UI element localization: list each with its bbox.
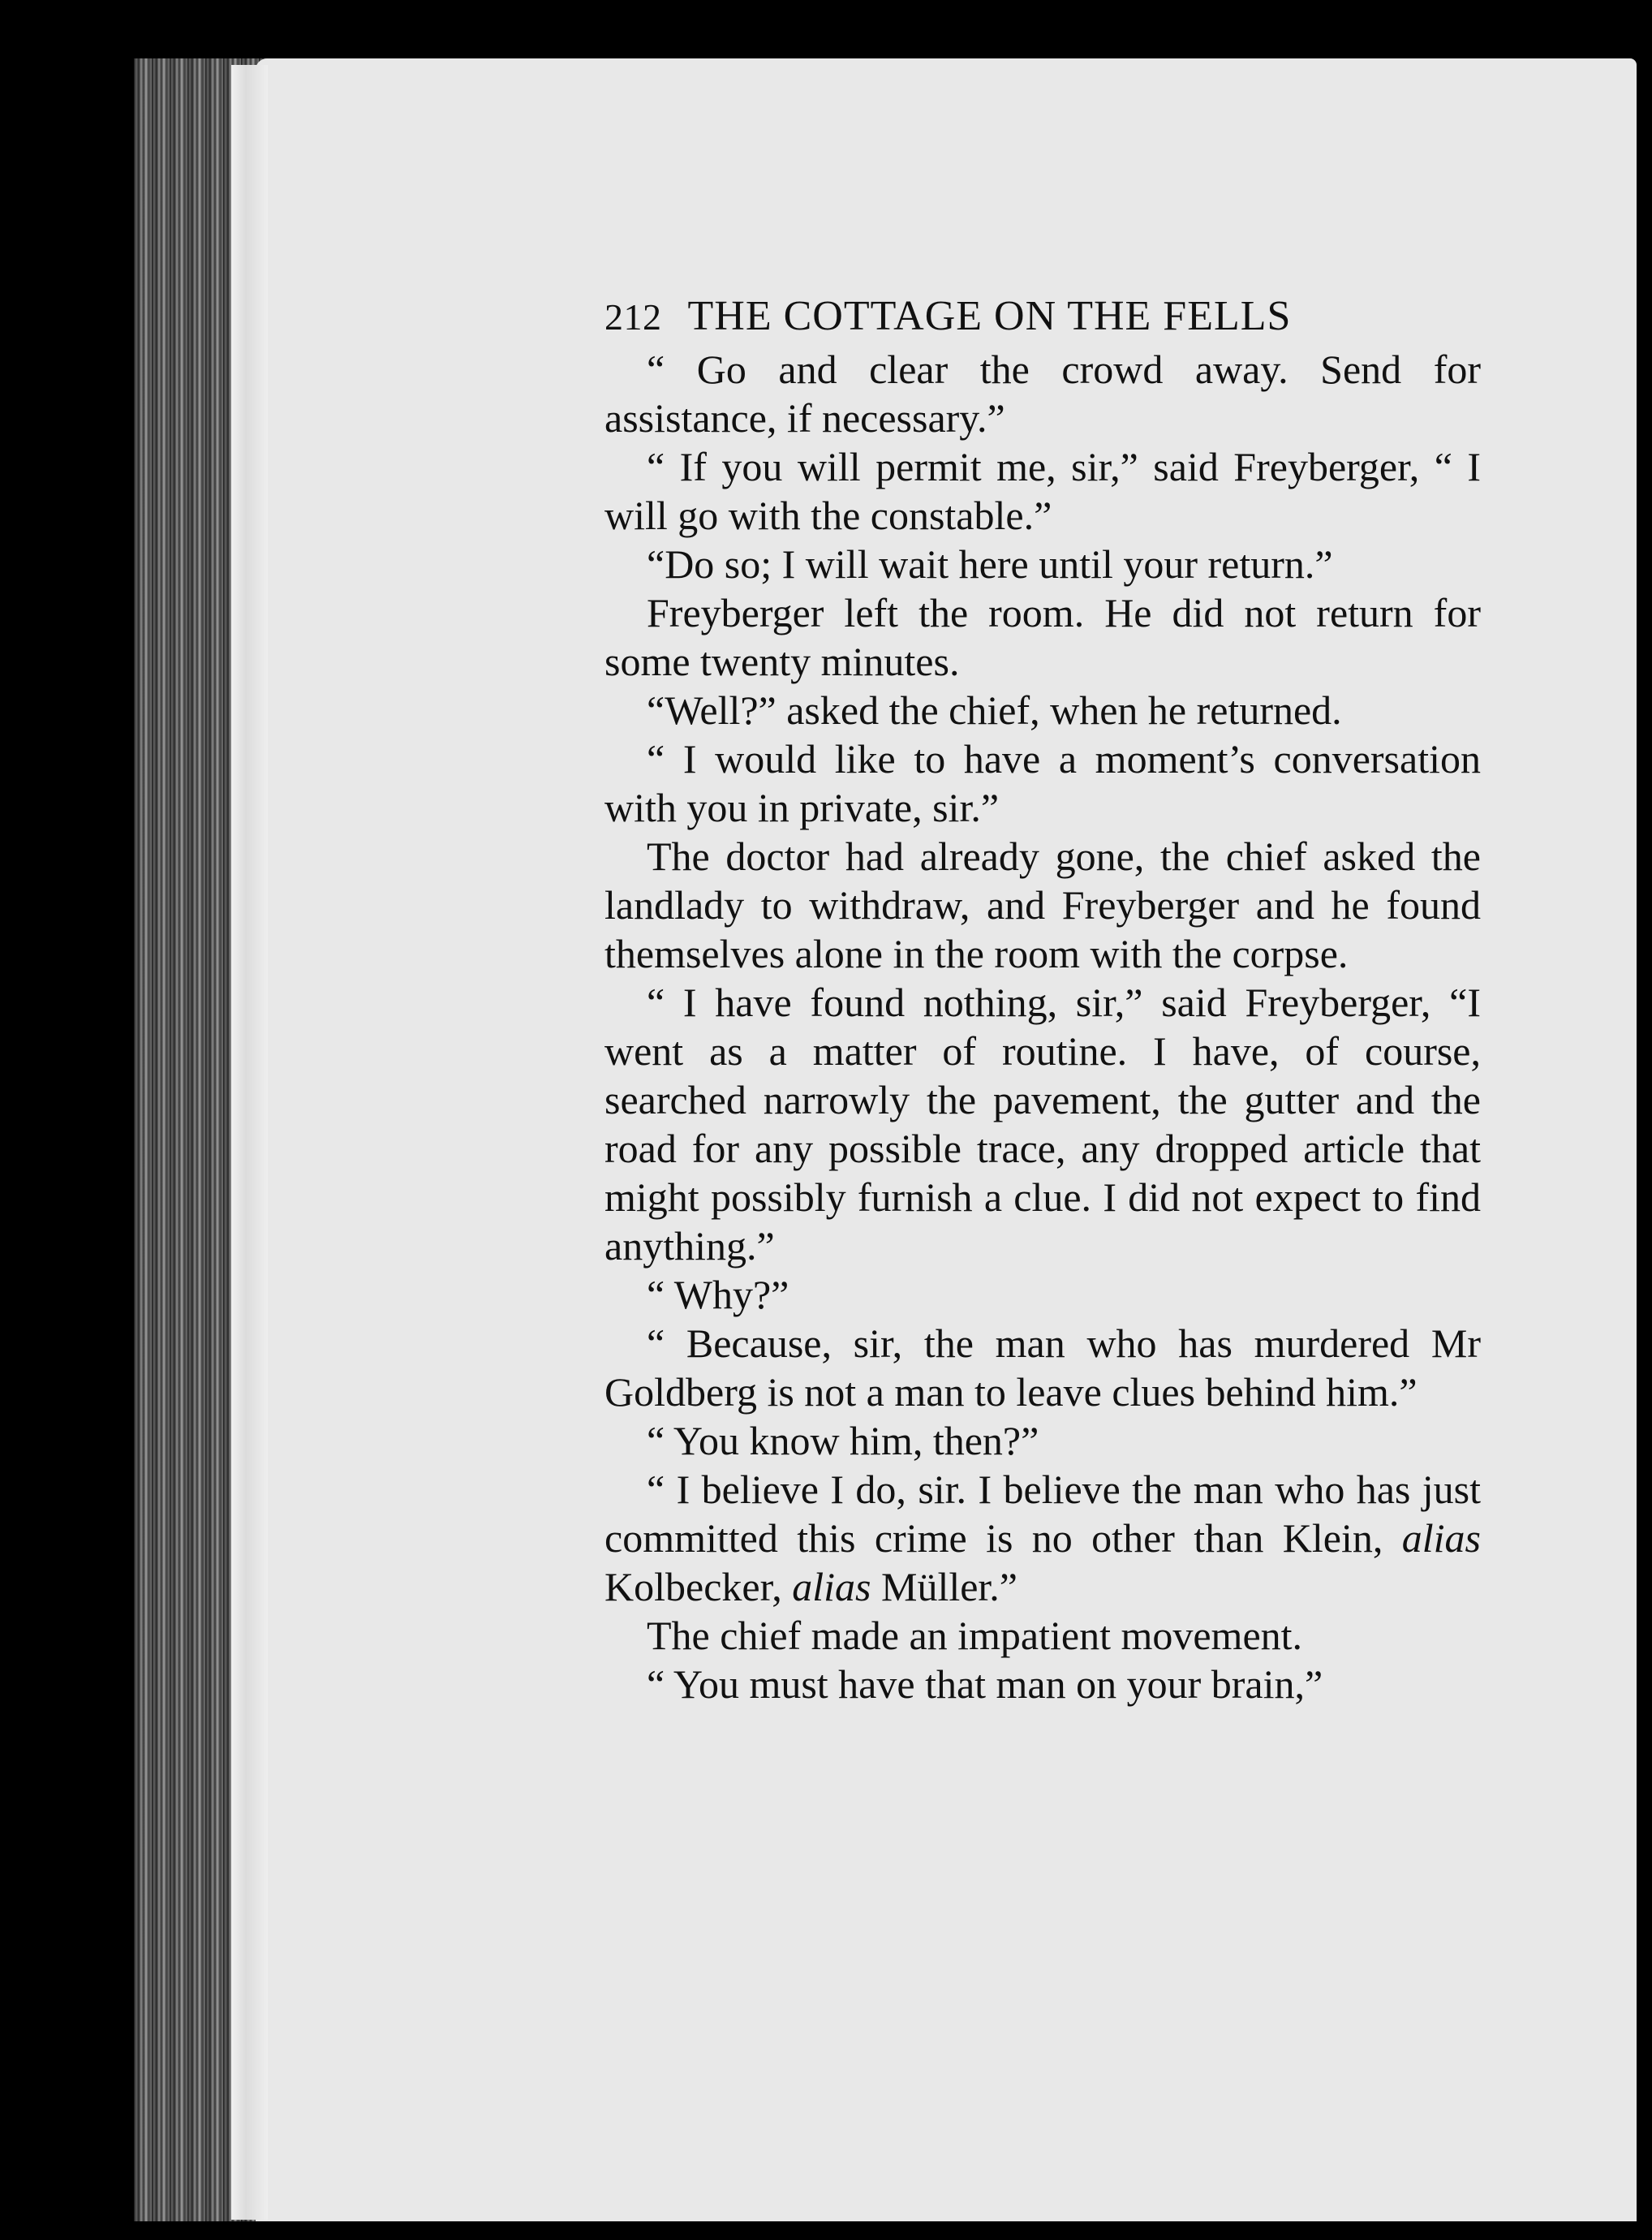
paragraph: “ I have found nothing, sir,” said Freyberger, “I went as a matter of routine. I have, of course, searched narrowly the pavement, the gutter and the road for any possible trace, any dropped article that might possibly furnish a clue. I did not expect to find anything.” <box>604 980 1481 1269</box>
page-gutter <box>231 65 268 2220</box>
paragraph: The doctor had already gone, the chief asked the landlady to withdraw, and Freyberger and he found themselves alone in the room with the corpse. <box>604 834 1481 976</box>
book-title: THE COTTAGE ON THE FELLS <box>687 293 1292 339</box>
paragraph: “ You know him, then?” <box>647 1418 1039 1463</box>
running-head <box>604 292 1481 342</box>
text-run: Kolbecker, <box>604 1564 793 1609</box>
paragraph: “ Go and clear the crowd away. Send for assistance, if necessary.” <box>604 347 1481 441</box>
paragraph: “Well?” asked the chief, when he returned. <box>647 687 1342 733</box>
paragraph-with-italics <box>604 1465 1481 1611</box>
paragraph: “ You must have that man on your brain,” <box>647 1661 1323 1707</box>
paragraph: “ I would like to have a moment’s conversation with you in private, sir.” <box>604 736 1481 830</box>
paragraph: “ If you will permit me, sir,” said Freyberger, “ I will go with the constable.” <box>604 444 1481 538</box>
paragraph: “ Why?” <box>647 1272 789 1317</box>
text-run: “ I believe I do, sir. I believe the man who has just committed this crime is no other than Klein, <box>604 1467 1481 1561</box>
italic-alias: alias <box>1401 1515 1481 1561</box>
paragraph: “ Because, sir, the man who has murdered Mr Goldberg is not a man to leave clues behind him.” <box>604 1320 1481 1415</box>
page-number: 212 <box>604 296 662 338</box>
text-run: Müller.” <box>871 1564 1018 1609</box>
paragraph: Freyberger left the room. He did not return for some twenty minutes. <box>604 590 1481 684</box>
paragraph: “Do so; I will wait here until your return.” <box>647 541 1333 587</box>
page-text-block <box>604 292 1481 1708</box>
italic-alias: alias <box>792 1564 871 1609</box>
paragraph: The chief made an impatient movement. <box>647 1613 1303 1658</box>
